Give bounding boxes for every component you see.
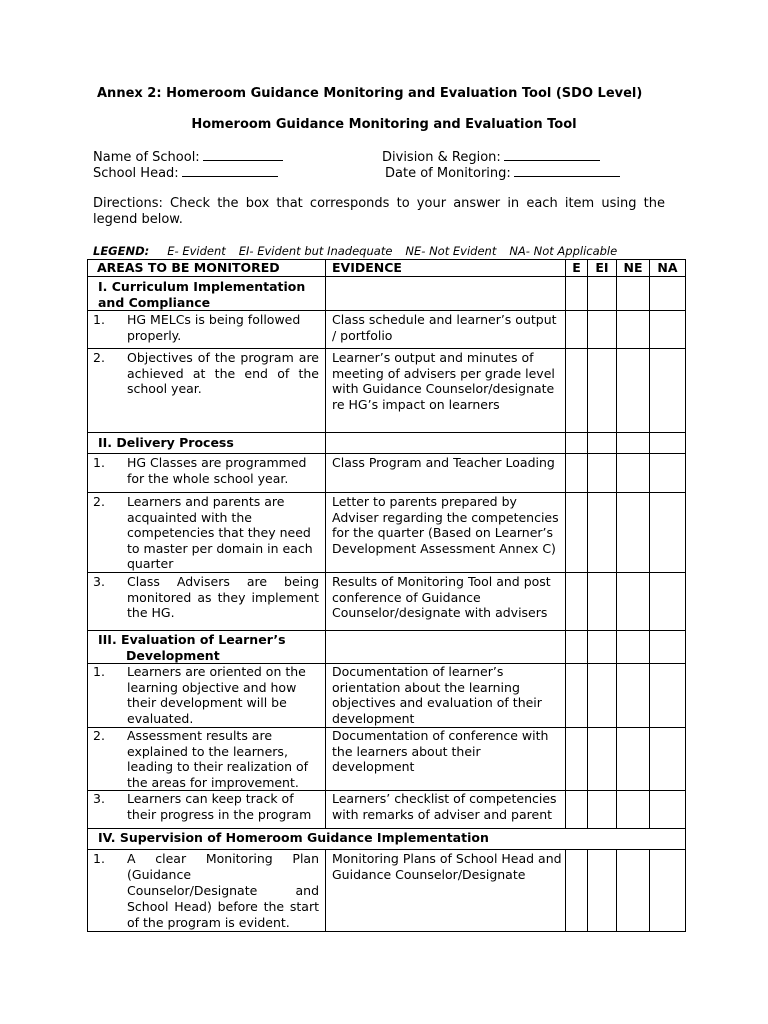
item-text: Learners can keep track of their progress in the program bbox=[127, 791, 312, 822]
area-cell bbox=[88, 664, 326, 728]
division-region-blank[interactable] bbox=[504, 148, 600, 161]
check-na[interactable] bbox=[650, 349, 686, 433]
item-number: 1. bbox=[93, 312, 105, 327]
table-row bbox=[88, 311, 686, 349]
area-cell bbox=[88, 493, 326, 573]
evidence-cell bbox=[326, 277, 566, 311]
item-text: HG Classes are programmed for the whole school year. bbox=[127, 455, 307, 486]
check-ne[interactable] bbox=[617, 664, 650, 728]
annex-title: Annex 2: Homeroom Guidance Monitoring and Evaluation Tool (SDO Level) bbox=[97, 86, 643, 101]
check-ei[interactable] bbox=[588, 433, 617, 454]
form-subtitle: Homeroom Guidance Monitoring and Evaluation Tool bbox=[191, 117, 577, 132]
check-na[interactable] bbox=[650, 493, 686, 573]
date-monitoring-label: Date of Monitoring: bbox=[385, 166, 511, 181]
monitoring-table bbox=[87, 259, 686, 932]
school-name-field bbox=[93, 148, 283, 165]
table-row bbox=[88, 791, 686, 829]
check-ne[interactable] bbox=[617, 791, 650, 829]
check-ei[interactable] bbox=[588, 277, 617, 311]
section-row bbox=[88, 829, 686, 850]
check-na[interactable] bbox=[650, 728, 686, 791]
check-e[interactable] bbox=[566, 349, 588, 433]
item-text: Objectives of the program are achieved at the end of the school year. bbox=[127, 350, 319, 396]
header-evidence: EVIDENCE bbox=[326, 260, 566, 277]
check-ei[interactable] bbox=[588, 454, 617, 493]
table-row bbox=[88, 349, 686, 433]
table-row bbox=[88, 573, 686, 631]
check-ne[interactable] bbox=[617, 349, 650, 433]
section-title: IV. Supervision of Homeroom Guidance Implementation bbox=[88, 829, 686, 850]
area-cell bbox=[88, 850, 326, 932]
check-e[interactable] bbox=[566, 664, 588, 728]
check-e[interactable] bbox=[566, 433, 588, 454]
area-cell bbox=[88, 728, 326, 791]
check-na[interactable] bbox=[650, 277, 686, 311]
item-number: 1. bbox=[93, 664, 105, 679]
division-region-field bbox=[382, 148, 600, 165]
check-e[interactable] bbox=[566, 454, 588, 493]
check-ne[interactable] bbox=[617, 728, 650, 791]
check-ei[interactable] bbox=[588, 791, 617, 829]
header-e: E bbox=[566, 260, 588, 277]
item-text: Class Advisers are being monitored as they implement the HG. bbox=[127, 574, 319, 620]
header-na: NA bbox=[650, 260, 686, 277]
evidence-cell bbox=[326, 433, 566, 454]
table-row bbox=[88, 493, 686, 573]
area-cell bbox=[88, 573, 326, 631]
table-header-row bbox=[88, 260, 686, 277]
header-areas: AREAS TO BE MONITORED bbox=[88, 260, 326, 277]
legend-item-na: NA- Not Applicable bbox=[509, 244, 618, 258]
evidence-cell: Learner’s output and minutes of meeting of advisers per grade level with Guidance Counselor/designate re HG’s impact on learners bbox=[326, 349, 566, 433]
evidence-cell: Documentation of conference with the learners about their development bbox=[326, 728, 566, 791]
directions-text: Directions: Check the box that corresponds to your answer in each item using the legend below. bbox=[93, 196, 665, 227]
item-text: A clear Monitoring Plan (Guidance Counselor/Designate and School Head) before the start of the program is evident. bbox=[127, 851, 319, 930]
check-na[interactable] bbox=[650, 664, 686, 728]
division-region-label: Division & Region: bbox=[382, 150, 501, 165]
check-e[interactable] bbox=[566, 493, 588, 573]
check-e[interactable] bbox=[566, 573, 588, 631]
check-ei[interactable] bbox=[588, 311, 617, 349]
item-number: 3. bbox=[93, 574, 105, 589]
evidence-cell: Letter to parents prepared by Adviser regarding the competencies for the quarter (Based on Learner’s Development Assessment Annex C) bbox=[326, 493, 566, 573]
check-ei[interactable] bbox=[588, 850, 617, 932]
item-number: 2. bbox=[93, 350, 105, 365]
evidence-cell bbox=[326, 631, 566, 664]
check-ne[interactable] bbox=[617, 454, 650, 493]
check-na[interactable] bbox=[650, 573, 686, 631]
item-text: Learners are oriented on the learning objective and how their development will be evaluated. bbox=[127, 664, 306, 726]
evidence-cell: Results of Monitoring Tool and post conference of Guidance Counselor/designate with advisers bbox=[326, 573, 566, 631]
item-number: 2. bbox=[93, 494, 105, 509]
check-ne[interactable] bbox=[617, 850, 650, 932]
check-na[interactable] bbox=[650, 791, 686, 829]
section-title bbox=[88, 631, 326, 664]
table-row bbox=[88, 664, 686, 728]
school-head-label: School Head: bbox=[93, 166, 179, 181]
check-ei[interactable] bbox=[588, 631, 617, 664]
check-ei[interactable] bbox=[588, 573, 617, 631]
check-na[interactable] bbox=[650, 433, 686, 454]
school-head-blank[interactable] bbox=[182, 164, 278, 177]
check-ne[interactable] bbox=[617, 573, 650, 631]
check-e[interactable] bbox=[566, 631, 588, 664]
table-row bbox=[88, 728, 686, 791]
section-title-text: III. Evaluation of Learner’s Development bbox=[98, 632, 286, 663]
area-cell bbox=[88, 349, 326, 433]
item-number: 3. bbox=[93, 791, 105, 806]
school-name-blank[interactable] bbox=[203, 148, 283, 161]
legend-item-ne: NE- Not Evident bbox=[405, 244, 497, 258]
section-row bbox=[88, 277, 686, 311]
evidence-cell: Learners’ checklist of competencies with remarks of adviser and parent bbox=[326, 791, 566, 829]
date-monitoring-blank[interactable] bbox=[514, 164, 620, 177]
check-ei[interactable] bbox=[588, 493, 617, 573]
check-ei[interactable] bbox=[588, 349, 617, 433]
check-na[interactable] bbox=[650, 454, 686, 493]
evidence-cell: Monitoring Plans of School Head and Guidance Counselor/Designate bbox=[326, 850, 566, 932]
table-row bbox=[88, 454, 686, 493]
school-name-label: Name of School: bbox=[93, 150, 200, 165]
area-cell bbox=[88, 311, 326, 349]
check-ne[interactable] bbox=[617, 493, 650, 573]
check-ne[interactable] bbox=[617, 433, 650, 454]
item-number: 1. bbox=[93, 851, 105, 866]
check-ne[interactable] bbox=[617, 277, 650, 311]
check-ei[interactable] bbox=[588, 728, 617, 791]
legend-item-ei: EI- Evident but Inadequate bbox=[238, 244, 393, 258]
legend-label: LEGEND: bbox=[93, 244, 150, 258]
item-number: 2. bbox=[93, 728, 105, 743]
evidence-cell: Class Program and Teacher Loading bbox=[326, 454, 566, 493]
check-e[interactable] bbox=[566, 277, 588, 311]
evidence-cell: Class schedule and learner’s output / portfolio bbox=[326, 311, 566, 349]
table-row bbox=[88, 850, 686, 932]
check-ei[interactable] bbox=[588, 664, 617, 728]
school-head-field bbox=[93, 164, 278, 181]
section-row bbox=[88, 631, 686, 664]
header-ne: NE bbox=[617, 260, 650, 277]
evidence-cell: Documentation of learner’s orientation about the learning objectives and evaluation of their development bbox=[326, 664, 566, 728]
item-number: 1. bbox=[93, 455, 105, 470]
area-cell bbox=[88, 454, 326, 493]
item-text: Assessment results are explained to the learners, leading to their realization of the areas for improvement. bbox=[127, 728, 309, 790]
check-na[interactable] bbox=[650, 850, 686, 932]
legend-item-e: E- Evident bbox=[167, 244, 226, 258]
check-e[interactable] bbox=[566, 728, 588, 791]
section-title: I. Curriculum Implementation and Compliance bbox=[88, 277, 326, 311]
check-na[interactable] bbox=[650, 311, 686, 349]
item-text: Learners and parents are acquainted with the competencies that they need to master per domain in each quarter bbox=[127, 494, 313, 571]
header-ei: EI bbox=[588, 260, 617, 277]
item-text: HG MELCs is being followed properly. bbox=[127, 312, 301, 343]
check-e[interactable] bbox=[566, 791, 588, 829]
check-ne[interactable] bbox=[617, 311, 650, 349]
area-cell bbox=[88, 791, 326, 829]
check-e[interactable] bbox=[566, 850, 588, 932]
check-ne[interactable] bbox=[617, 631, 650, 664]
check-na[interactable] bbox=[650, 631, 686, 664]
check-e[interactable] bbox=[566, 311, 588, 349]
legend bbox=[93, 244, 630, 258]
section-title: II. Delivery Process bbox=[88, 433, 326, 454]
date-monitoring-field bbox=[385, 164, 620, 181]
section-row bbox=[88, 433, 686, 454]
